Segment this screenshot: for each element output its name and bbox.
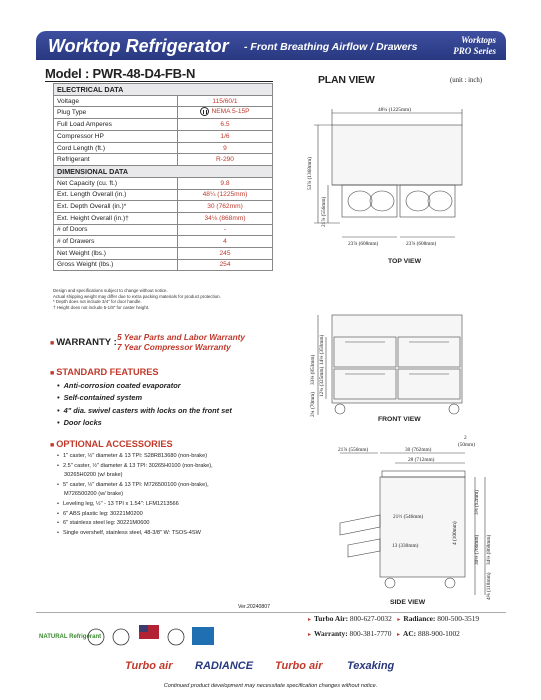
top-view-body (332, 125, 462, 185)
technical-drawing (300, 95, 510, 615)
warranty-line-1: 5 Year Parts and Labor Warranty (117, 332, 246, 342)
dim-side-left: 21⅞ (556mm) (338, 447, 369, 453)
dim-side-h2: 30⅛ (766mm) (474, 534, 480, 565)
footer-note: Continued product development may necessitate specification changes without notice. (163, 683, 378, 689)
page-subtitle: - Front Breathing Airflow / Drawers (244, 41, 418, 53)
contact-value: 800-381-7770 (349, 629, 392, 638)
certification-logos (36, 621, 296, 657)
side-view-label: SIDE VIEW (390, 599, 426, 606)
dim-side-small: 13 (330mm) (392, 543, 419, 549)
dim-side-top-mm: (50mm) (458, 442, 476, 448)
list-item: • 5" caster, ½" diameter & 13 TPI: M726500100 (non-brake), (57, 481, 213, 491)
arrow-icon: ▸ (396, 632, 400, 638)
dim-side-drawer: 21½ (546mm) (393, 514, 424, 520)
warranty-line-2: 7 Year Compressor Warranty (117, 341, 231, 352)
radiance-logo: RADIANCE (195, 660, 254, 672)
turbo-air-logo: Turbo air (125, 660, 173, 672)
list-item: 30265H0200 (w/ brake) (64, 472, 123, 479)
list-item: • 6" stainless steel leg: 30221M0600 (57, 519, 213, 529)
dim-side-h5: 4⅝ (118mm) (486, 572, 492, 600)
dim-side-h3: 34⅛ (868mm) (486, 534, 492, 565)
dim-drawer-left: 23⅞ (608mm) (348, 241, 379, 247)
spec-value: R-290 (178, 154, 273, 166)
spec-value: 9.8 (178, 177, 273, 189)
list-item: • Self-contained system (57, 392, 232, 404)
spec-value: - (178, 224, 273, 236)
spec-value: 1/6 (178, 131, 273, 143)
brand-logos (125, 660, 425, 678)
natural-refrigerant-icon (39, 634, 101, 640)
list-item: • 4" dia. swivel casters with locks on the front set (57, 405, 232, 417)
spec-label: # of Doors (54, 224, 178, 236)
spec-value: 6.5 (178, 119, 273, 131)
list-item: M726500200 (w/ brake) (64, 491, 124, 498)
note-line: † Height does not include 5-1/8" for caster height. (53, 304, 150, 310)
spec-label: Ext. Depth Overall (in.)* (54, 201, 178, 213)
contact-value: 800-627-0032 (349, 614, 392, 623)
note-line: Design and specifications subject to change without notice. (53, 288, 168, 293)
energy-icon (168, 629, 184, 645)
optional-accessories-title (50, 439, 173, 449)
dim-drawer-right: 23⅞ (608mm) (406, 241, 437, 247)
spec-table (53, 83, 273, 271)
standard-features-title (50, 367, 158, 377)
list-item: • 6" ABS plastic leg: 30221M0200 (57, 510, 213, 520)
dim-overall-width: 48¼ (1225mm) (378, 107, 411, 113)
spec-label: Net Capacity (cu. ft.) (54, 177, 178, 189)
note-line: * Depth does not include 3/4" for door handle. (53, 299, 142, 305)
front-view-body (332, 315, 462, 403)
dim-side-h4: 3⅝ (92mm) (474, 489, 480, 515)
warranty-label-text: WARRANTY : (56, 337, 117, 348)
spec-label: Ext. Length Overall (in.) (54, 189, 178, 201)
accessories-list (57, 452, 213, 538)
page-title: Worktop Refrigerator (48, 36, 229, 56)
arrow-icon: ▸ (308, 617, 312, 623)
spec-label: Plug Type (54, 107, 178, 119)
spec-label: Refrigerant (54, 154, 178, 166)
list-item: • Door locks (57, 417, 232, 429)
contact-label: Warranty: (314, 629, 348, 638)
spec-label: Compressor HP (54, 131, 178, 143)
front-view-label: FRONT VIEW (378, 416, 421, 423)
spec-notes (53, 288, 293, 310)
dim-side-h1: 4 (100mm) (452, 521, 458, 545)
plan-view-title: PLAN VIEW (318, 74, 375, 86)
spec-value: 245 (178, 247, 273, 259)
series-line-1: Worktops (461, 35, 496, 45)
top-view-drawer-left (342, 185, 397, 217)
standard-features-list (57, 380, 232, 429)
plug-icon (200, 107, 209, 116)
dim-drawer-h2: 12¾ (325mm) (319, 366, 325, 397)
contact-list (308, 612, 479, 642)
plug-type-value: NEMA 5-15P (211, 108, 250, 116)
standard-features-title-text: STANDARD FEATURES (56, 367, 159, 377)
natural-refrigerant-label: NATURAL Refrigerant (39, 634, 102, 640)
spec-label: Voltage (54, 95, 178, 107)
list-item: • Anti-corrosion coated evaporator (57, 380, 232, 392)
spec-label: Net Weight (lbs.) (54, 247, 178, 259)
spec-value: 9 (178, 142, 273, 154)
contact-value: 800-500-3519 (437, 614, 480, 623)
list-item: • Leveling leg, ½" - 13 TPI x 1.54": LFM1213566 (57, 500, 213, 510)
dimensional-header: DIMENSIONAL DATA (54, 166, 273, 178)
top-view-drawer-right (400, 185, 455, 217)
contact-label: Radiance: (403, 614, 436, 623)
dim-side-inner: 28 (712mm) (408, 457, 435, 463)
spec-value: 115/60/1 (178, 95, 273, 107)
top-view-label: TOP VIEW (388, 258, 421, 265)
dim-depth-body: 21⅞ (556mm) (321, 196, 327, 227)
version-label: Ver.20240807 (238, 604, 271, 610)
texaking-logo: Texaking (347, 660, 395, 672)
bullet-icon: ■ (50, 340, 55, 347)
arrow-icon: ▸ (397, 617, 401, 623)
model-divider (45, 81, 273, 82)
spec-label: Full Load Amperes (54, 119, 178, 131)
dim-drawer-h1: 14⅛ (359mm) (319, 334, 325, 365)
dim-side-depth: 30 (762mm) (405, 447, 432, 453)
spec-label: Ext. Height Overall (in.)† (54, 212, 178, 224)
unit-label: (unit : inch) (450, 77, 483, 84)
note-line: Actual shipping weight may differ due to extra packing materials for product protection. (53, 293, 221, 299)
series-label (453, 35, 496, 57)
spec-value (178, 107, 273, 119)
spec-value: 30 (762mm) (178, 201, 273, 213)
spec-label: Cord Length (ft.) (54, 142, 178, 154)
warranty-text (117, 333, 245, 352)
spec-value: 254 (178, 259, 273, 271)
warranty-label (50, 337, 117, 348)
list-item: • Single overshelf, stainless steel, 48-3/8" W: TSOS-4SW (57, 529, 213, 539)
etl-sanitation-icon (113, 629, 129, 645)
dim-depth-open: 53⅞ (1368mm) (307, 157, 313, 190)
model-number: Model : PWR-48-D4-FB-N (45, 66, 196, 81)
dim-caster: 2¾ (70mm) (310, 391, 316, 417)
spec-value: 34⅛ (868mm) (178, 212, 273, 224)
arrow-icon: ▸ (308, 632, 312, 638)
dim-side-top: 2 (464, 435, 467, 441)
optional-accessories-title-text: OPTIONAL ACCESSORIES (56, 439, 173, 449)
turbo-air-logo-2: Turbo air (275, 660, 323, 672)
spec-label: # of Drawers (54, 236, 178, 248)
contact-label: AC: (403, 629, 417, 638)
spec-label: Gross Weight (lbs.) (54, 259, 178, 271)
list-item: • 1" caster, ½" diameter & 13 TPI: S28R813680 (non-brake) (57, 452, 213, 462)
header-banner (36, 31, 506, 60)
dim-height-total: 33⅜ (853mm) (310, 354, 316, 385)
bullet-icon: ■ (50, 370, 55, 377)
energy-star-icon (192, 627, 214, 645)
contact-value: 888-900-1002 (418, 629, 460, 638)
spec-value: 48¼ (1225mm) (178, 189, 273, 201)
spec-value: 4 (178, 236, 273, 248)
bullet-icon: ■ (50, 442, 55, 449)
electrical-header: ELECTRICAL DATA (54, 84, 273, 96)
series-line-2: PRO Series (453, 46, 496, 56)
list-item: • 2.5" caster, ½" diameter & 13 TPI: 30265H0100 (non-brake), (57, 462, 213, 472)
contact-label: Turbo Air: (314, 614, 349, 623)
